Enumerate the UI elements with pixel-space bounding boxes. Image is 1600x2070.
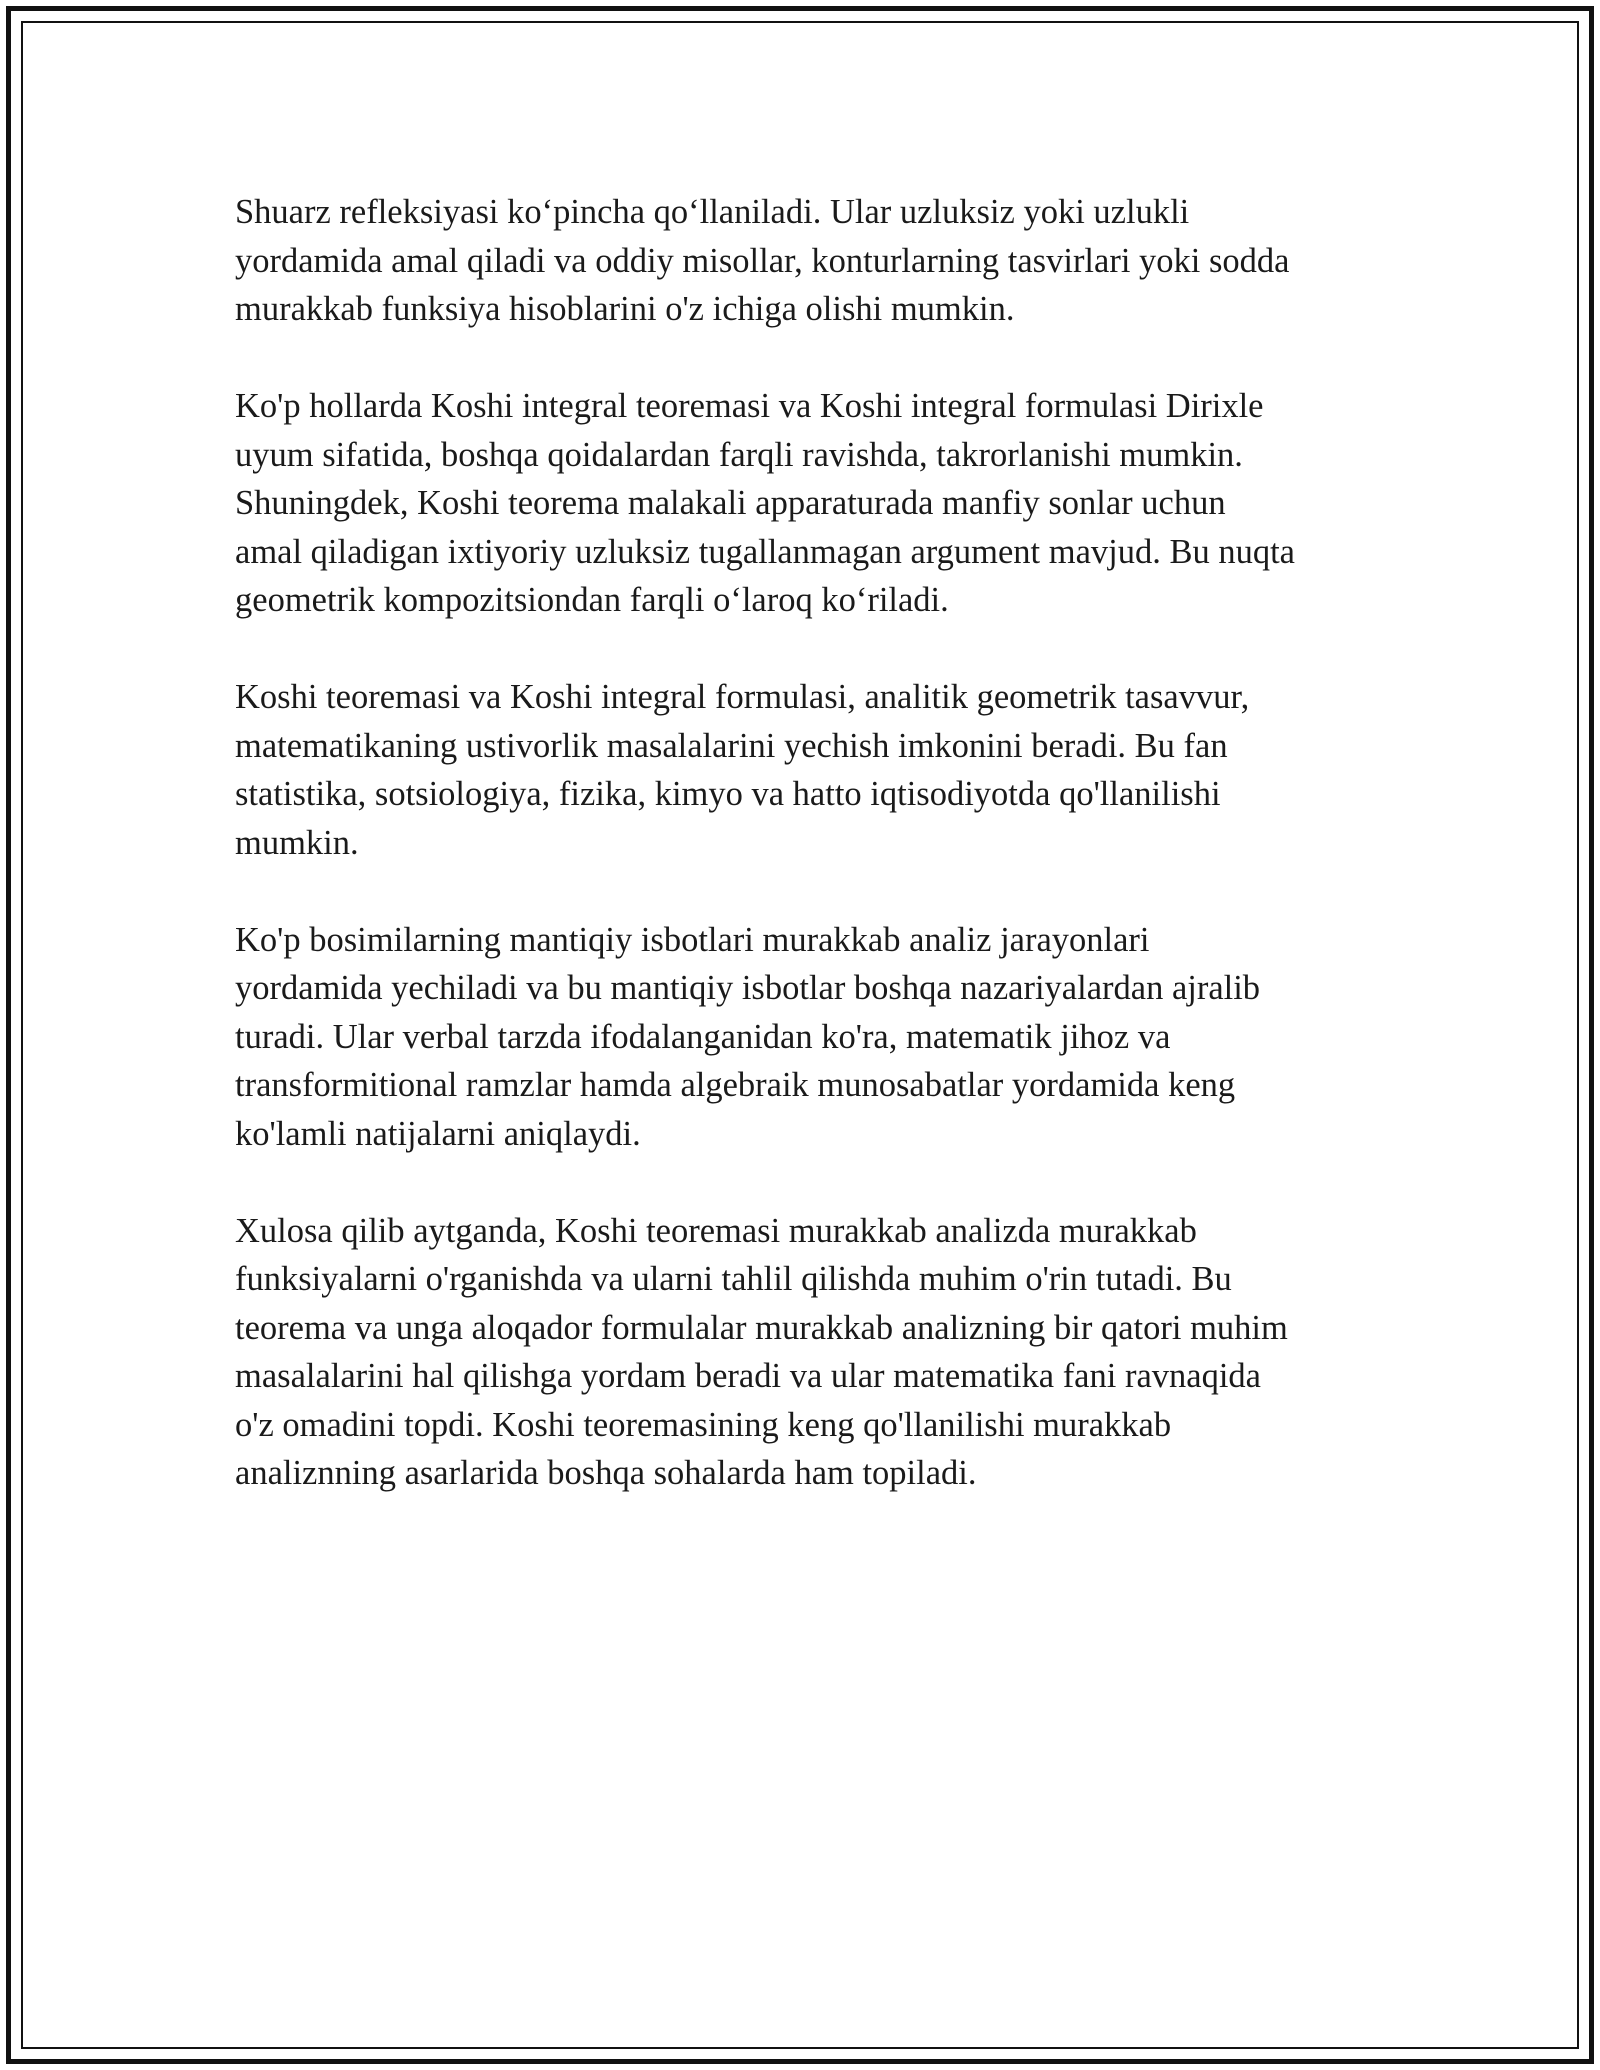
paragraph-3: Koshi teoremasi va Koshi integral formulasi, analitik geometrik tasavvur, matematikaning ustivorlik masalalarini yechish imkonini beradi. Bu fan statistika, sotsiologiya, fizika, kimyo va hatto iqtisodiyotda qo'llanilishi mumkin. [235, 678, 1250, 862]
document-body [235, 188, 1385, 1546]
paragraph-2: Ko'p hollarda Koshi integral teoremasi va Koshi integral formulasi Dirixle uyum sifatida, boshqa qoidalardan farqli ravishda, takrorlanishi mumkin. Shuningdek, Koshi teorema malakali apparaturada manfiy sonlar uchun amal qiladigan ixtiyoriy uzluksiz tugallanmagan argument mavjud. Bu nuqta geometrik kompozitsiondan farqli o‘laroq ko‘riladi. [235, 387, 1295, 619]
paragraph-1: Shuarz refleksiyasi ko‘pincha qo‘llaniladi. Ular uzluksiz yoki uzlukli yordamida amal qiladi va oddiy misollar, konturlarning tasvirlari yoki sodda murakkab funksiya hisoblarini o'z ichiga olishi mumkin. [235, 193, 1290, 328]
paragraph-4: Ko'p bosimilarning mantiqiy isbotlari murakkab analiz jarayonlari yordamida yechiladi va bu mantiqiy isbotlar boshqa nazariyalardan ajralib turadi. Ular verbal tarzda ifodalanganidan ko'ra, matematik jihoz va transformitional ramzlar hamda algebraik munosabatlar yordamida keng ko'lamli natijalarni aniqlaydi. [235, 920, 1261, 1153]
paragraph-5: Xulosa qilib aytganda, Koshi teoremasi murakkab analizda murakkab funksiyalarni o'rganishda va ularni tahlil qilishda muhim o'rin tutadi. Bu teorema va unga aloqador formulalar murakkab analizning bir qatori muhim masalalarini hal qilishga yordam beradi va ular matematika fani ravnaqida o'z omadini topdi. Koshi teoremasining keng qo'llanilishi murakkab analiznning asarlarida boshqa sohalarda ham topiladi. [235, 1211, 1288, 1492]
